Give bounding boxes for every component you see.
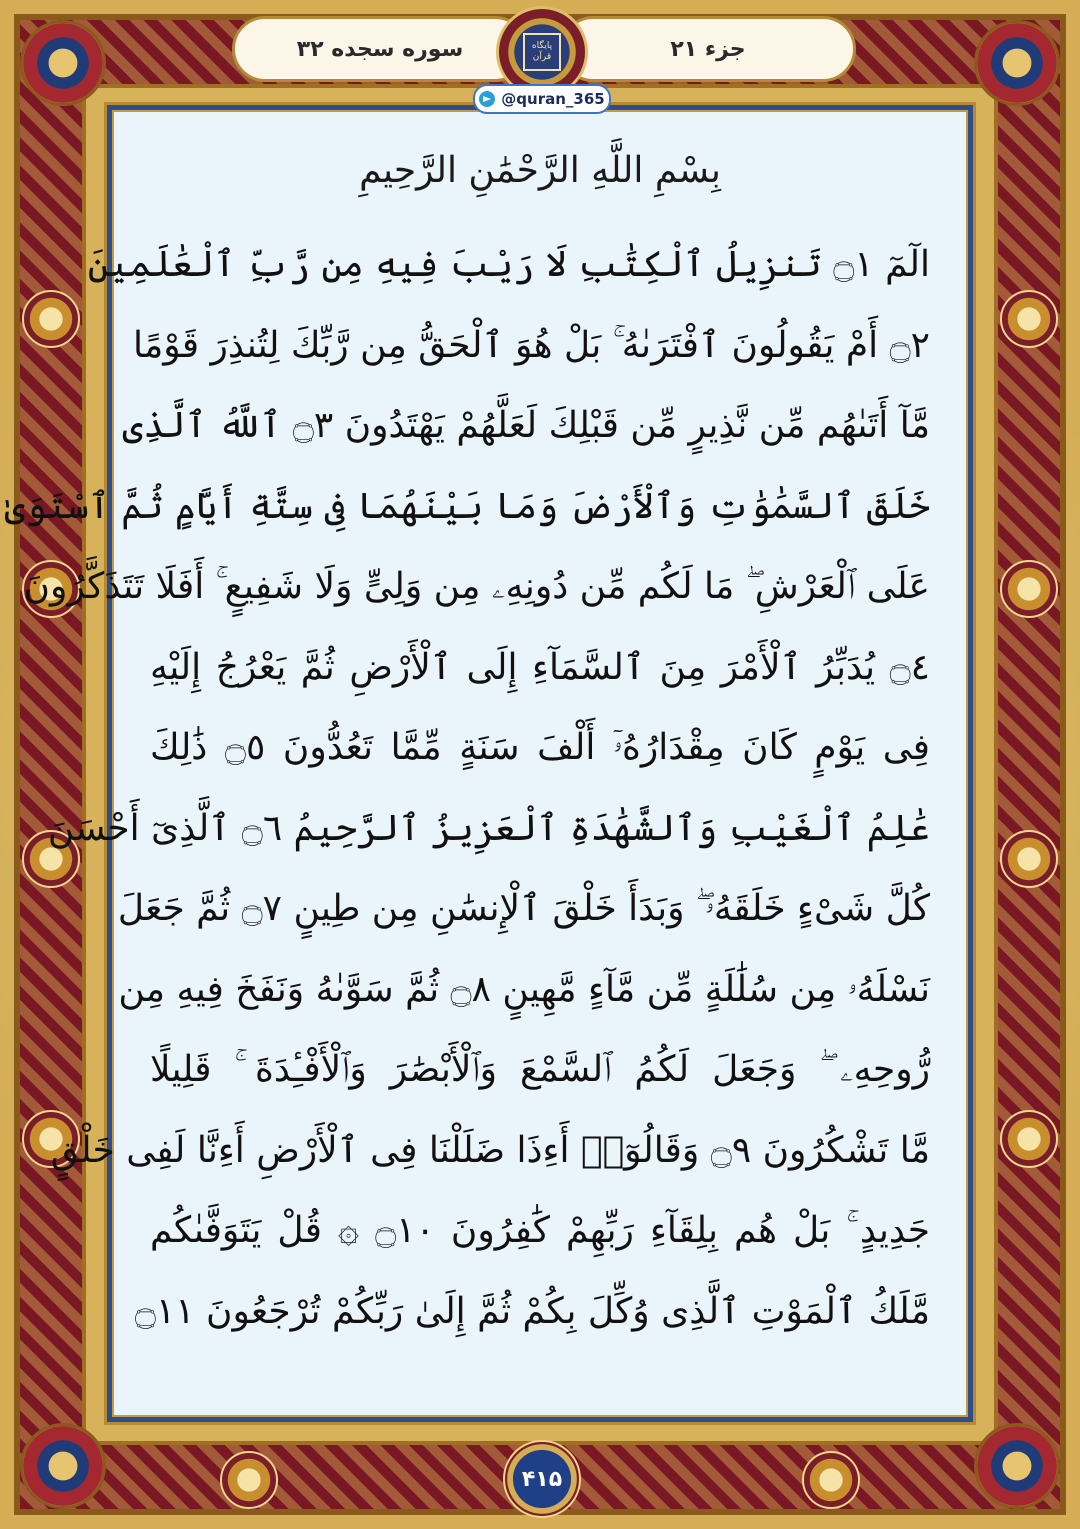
border-medallion-icon <box>1000 290 1058 348</box>
verse-line: مَّا تَشْكُرُونَ ۝٩ وَقَالُوٓا۟ أَءِذَا ضَلَلْنَا فِى ٱلْأَرْضِ أَءِنَّا لَفِى خَلْقٍ <box>50 1129 930 1171</box>
border-medallion-icon <box>802 1451 860 1509</box>
verse-line: كُلَّ شَىْءٍ خَلَقَهُۥ ۖ وَبَدَأَ خَلْقَ ٱلْإِنسَٰنِ مِن طِينٍ ۝٧ ثُمَّ جَعَلَ <box>117 888 930 929</box>
basmala: بِسْمِ اللَّهِ الرَّحْمَٰنِ الرَّحِيمِ <box>359 150 721 191</box>
corner-rosette-icon <box>20 1423 106 1509</box>
surah-label: سوره سجده ۳۲ <box>296 36 464 62</box>
verse-line: فِى يَوْمٍ كَانَ مِقْدَارُهُۥٓ أَلْفَ سَنَةٍ مِّمَّا تَعُدُّونَ ۝٥ ذَٰلِكَ <box>150 727 930 768</box>
logo-text: پایگاه قرآن <box>531 41 553 62</box>
corner-rosette-icon <box>974 20 1060 106</box>
verse-line: ۝٢ أَمْ يَقُولُونَ ٱفْتَرَىٰهُ ۚ بَلْ هُوَ ٱلْحَقُّ مِن رَّبِّكَ لِتُنذِرَ قَوْمًا <box>133 324 930 366</box>
border-medallion-icon <box>220 1451 278 1509</box>
verse-line: خَلَقَ ٱلسَّمَٰوَٰتِ وَٱلْأَرْضَ وَمَا بَيْنَهُمَا فِى سِتَّةِ أَيَّامٍ ثُمَّ ٱسْتَوَىٰ <box>4 485 930 527</box>
juz-label: جزء ۲۱ <box>670 36 746 62</box>
border-medallion-icon <box>1000 560 1058 618</box>
verse-lines <box>4 225 930 1352</box>
border-medallion-icon <box>22 290 80 348</box>
page-number: ۴۱۵ <box>521 1466 563 1492</box>
verse-line: رُّوحِهِۦ ۖ وَجَعَلَ لَكُمُ ٱلسَّمْعَ وَٱلْأَبْصَٰرَ وَٱلْأَفْـِٔدَةَ ۚ قَلِيلًا <box>150 1049 930 1090</box>
juz-cartouche <box>560 16 856 82</box>
border-medallion-icon <box>1000 1110 1058 1168</box>
verse-line: مَّلَكُ ٱلْمَوْتِ ٱلَّذِى وُكِّلَ بِكُمْ ثُمَّ إِلَىٰ رَبِّكُمْ تُرْجَعُونَ ۝١١ <box>134 1290 930 1332</box>
corner-rosette-icon <box>974 1423 1060 1509</box>
verse-line: عَلَى ٱلْعَرْشِ ۖ مَا لَكُم مِّن دُونِهِۦ مِن وَلِىٍّ وَلَا شَفِيعٍ ۚ أَفَلَا تَتَذَكَّرُونَ <box>23 566 930 607</box>
border-medallion-icon <box>1000 830 1058 888</box>
verse-line: مَّآ أَتَىٰهُم مِّن نَّذِيرٍ مِّن قَبْلِكَ لَعَلَّهُمْ يَهْتَدُونَ ۝٣ ٱللَّهُ ٱلَّذِى <box>122 405 930 446</box>
page-number-medallion <box>503 1440 581 1518</box>
verse-line: نَسْلَهُۥ مِن سُلَٰلَةٍ مِّن مَّآءٍ مَّهِينٍ ۝٨ ثُمَّ سَوَّىٰهُ وَنَفَخَ فِيهِ مِن <box>118 968 930 1010</box>
channel-handle-badge[interactable] <box>473 84 611 114</box>
corner-rosette-icon <box>20 20 106 106</box>
telegram-icon <box>479 91 495 107</box>
verse-line: عَٰلِمُ ٱلْغَيْبِ وَٱلشَّهَٰدَةِ ٱلْعَزِيزُ ٱلرَّحِيمُ ۝٦ ٱلَّذِىٓ أَحْسَنَ <box>47 807 930 849</box>
verse-line: الٓمٓ ۝١ تَنزِيلُ ٱلْكِتَٰبِ لَا رَيْبَ فِيهِ مِن رَّبِّ ٱلْعَٰلَمِينَ <box>87 244 930 285</box>
verse-line: ۝٤ يُدَبِّرُ ٱلْأَمْرَ مِنَ ٱلسَّمَآءِ إِلَى ٱلْأَرْضِ ثُمَّ يَعْرُجُ إِلَيْهِ <box>150 646 930 688</box>
logo-icon <box>523 33 561 71</box>
surah-cartouche <box>232 16 528 82</box>
verse-line: جَدِيدٍ ۚ بَلْ هُم بِلِقَآءِ رَبِّهِمْ كَٰفِرُونَ ۝١٠ ۞ قُلْ يَتَوَفَّىٰكُم <box>150 1210 930 1251</box>
channel-handle: @quran_365 <box>501 90 605 108</box>
